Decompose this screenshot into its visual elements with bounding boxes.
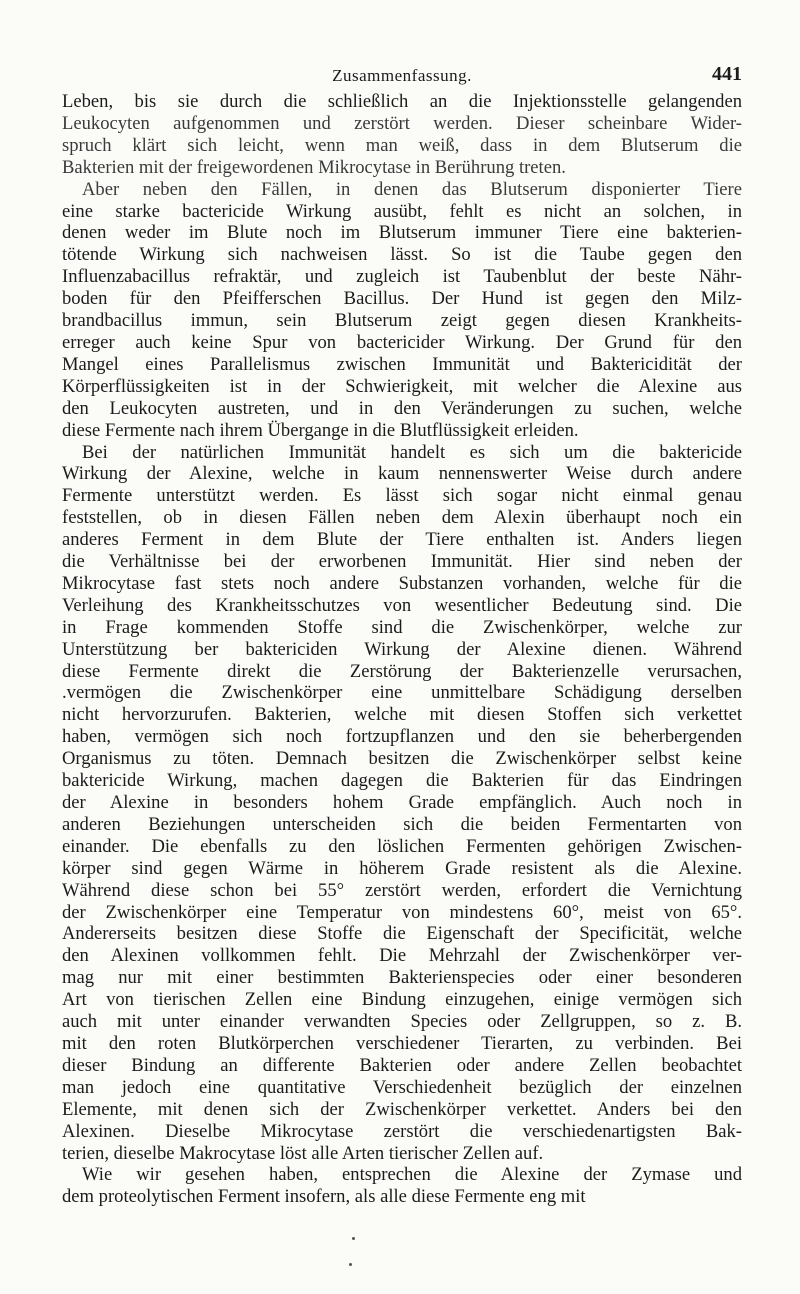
text-line: .vermögen die Zwischenkörper eine unmittelbare Schädigung derselben <box>62 682 742 704</box>
text-line: Bei der natürlichen Immunität handelt es sich um die baktericide <box>82 441 742 463</box>
text-line: erreger auch keine Spur von bactericider Wirkung. Der Grund für den <box>62 331 742 353</box>
text-line: auch mit unter einander verwandten Species oder Zellgruppen, so z. B. <box>62 1011 742 1033</box>
print-speck <box>352 1237 355 1240</box>
text-line: eine starke bactericide Wirkung ausübt, fehlt es nicht an solchen, in <box>62 200 742 222</box>
text-line: die Verhältnisse bei der erworbenen Immunität. Hier sind neben der <box>62 551 742 573</box>
text-line: der Alexine in besonders hohem Grade empfänglich. Auch noch in <box>62 792 742 813</box>
text-line: der Zwischenkörper eine Temperatur von mindestens 60°, meist von 65°. <box>62 901 742 923</box>
text-line: man jedoch eine quantitative Verschiedenheit bezüglich der einzelnen <box>62 1076 742 1098</box>
text-line: Mikrocytase fast stets noch andere Substanzen vorhanden, welche für die <box>62 572 742 594</box>
text-line: einander. Die ebenfalls zu den löslichen Fermenten gehörigen Zwischen- <box>62 835 742 857</box>
text-line: terien, dieselbe Makrocytase löst alle Arten tierischer Zellen auf. <box>62 1142 544 1164</box>
text-line: Elemente, mit denen sich der Zwischenkörper verkettet. Anders bei den <box>62 1098 742 1120</box>
text-line: Leukocyten aufgenommen und zerstört werden. Dieser scheinbare Wider- <box>62 112 742 134</box>
text-line: feststellen, ob in diesen Fällen neben dem Alexin überhaupt noch ein <box>62 507 742 529</box>
text-line: anderen Beziehungen unterscheiden sich die beiden Fermentarten von <box>62 813 742 835</box>
text-line: diese Fermente direkt die Zerstörung der Bakterienzelle verursachen, <box>62 660 742 682</box>
text-line: anderes Ferment in dem Blute der Tiere enthalten ist. Anders liegen <box>62 529 742 551</box>
page-header <box>62 63 742 92</box>
text-line: körper sind gegen Wärme in höherem Grade resistent als die Alexine. <box>62 857 742 879</box>
text-line: denen weder im Blute noch im Blutserum immuner Tiere eine bakterien- <box>62 222 742 244</box>
text-line: Wirkung der Alexine, welche in kaum nennenswerter Weise durch andere <box>62 463 742 485</box>
text-line: brandbacillus immun, sein Blutserum zeigt gegen diesen Krankheits- <box>62 310 742 332</box>
text-line: spruch klärt sich leicht, wenn man weiß, dass in dem Blutserum die <box>62 134 742 156</box>
text-line: Organismus zu töten. Demnach besitzen die Zwischenkörper selbst keine <box>62 748 742 770</box>
text-line: Aber neben den Fällen, in denen das Blutserum disponierter Tiere <box>82 178 742 200</box>
text-line: Bakterien mit der freigewordenen Mikrocytase in Berührung treten. <box>62 156 566 178</box>
text-line: haben, vermögen sich noch fortzupflanzen und den sie beherbergenden <box>62 726 742 748</box>
text-line: Mangel eines Parallelismus zwischen Immunität und Baktericidität der <box>62 353 742 375</box>
text-line: Während diese schon bei 55° zerstört werden, erfordert die Vernichtung <box>62 879 742 901</box>
running-title: Zusammenfassung. <box>332 66 472 85</box>
text-line: Fermente unterstützt werden. Es lässt sich sogar nicht einmal genau <box>62 485 742 507</box>
text-line: Körperflüssigkeiten ist in der Schwierigkeit, mit welcher die Alexine aus <box>62 375 742 397</box>
text-line: in Frage kommenden Stoffe sind die Zwischenkörper, welche zur <box>62 616 742 638</box>
text-line: Alexinen. Dieselbe Mikrocytase zerstört die verschiedenartigsten Bak- <box>62 1120 742 1142</box>
text-line: den Leukocyten austreten, und in den Veränderungen zu suchen, welche <box>62 397 742 419</box>
text-line: mag nur mit einer bestimmten Bakterienspecies oder einer besonderen <box>62 967 742 989</box>
text-line: Andererseits besitzen diese Stoffe die Eigenschaft der Specificität, welche <box>62 923 742 945</box>
text-line: den Alexinen vollkommen fehlt. Die Mehrzahl der Zwischenkörper ver- <box>62 945 742 967</box>
text-line: Art von tierischen Zellen eine Bindung einzugehen, einige vermögen sich <box>62 989 742 1011</box>
print-speck <box>349 1263 352 1266</box>
text-line: Unterstützung ber baktericiden Wirkung der Alexine dienen. Während <box>62 638 742 660</box>
text-line: dieser Bindung an differente Bakterien oder andere Zellen beobachtet <box>62 1054 742 1076</box>
page-number: 441 <box>712 63 742 85</box>
text-line: Verleihung des Krankheitsschutzes von wesentlicher Bedeutung sind. Die <box>62 594 742 616</box>
text-line: Influenzabacillus refraktär, und zugleich ist Taubenblut der beste Nähr- <box>62 266 742 288</box>
text-line: baktericide Wirkung, machen dagegen die Bakterien für das Eindringen <box>62 770 742 792</box>
text-line: diese Fermente nach ihrem Übergange in die Blutflüssigkeit erleiden. <box>62 419 579 441</box>
text-line: Leben, bis sie durch die schließlich an die Injektionsstelle gelangenden <box>62 91 742 112</box>
text-line: Wie wir gesehen haben, entsprechen die Alexine der Zymase und <box>82 1164 742 1186</box>
body-text <box>62 91 742 1208</box>
text-line: tötende Wirkung sich nachweisen lässt. So ist die Taube gegen den <box>62 244 742 266</box>
text-line: mit den roten Blutkörperchen verschiedener Tierarten, zu verbinden. Bei <box>62 1032 742 1054</box>
text-line: boden für den Pfeifferschen Bacillus. Der Hund ist gegen den Milz- <box>62 288 742 310</box>
text-line: dem proteolytischen Ferment insofern, als alle diese Fermente eng mit <box>62 1186 586 1208</box>
text-line: nicht hervorzurufen. Bakterien, welche mit diesen Stoffen sich verkettet <box>62 704 742 726</box>
